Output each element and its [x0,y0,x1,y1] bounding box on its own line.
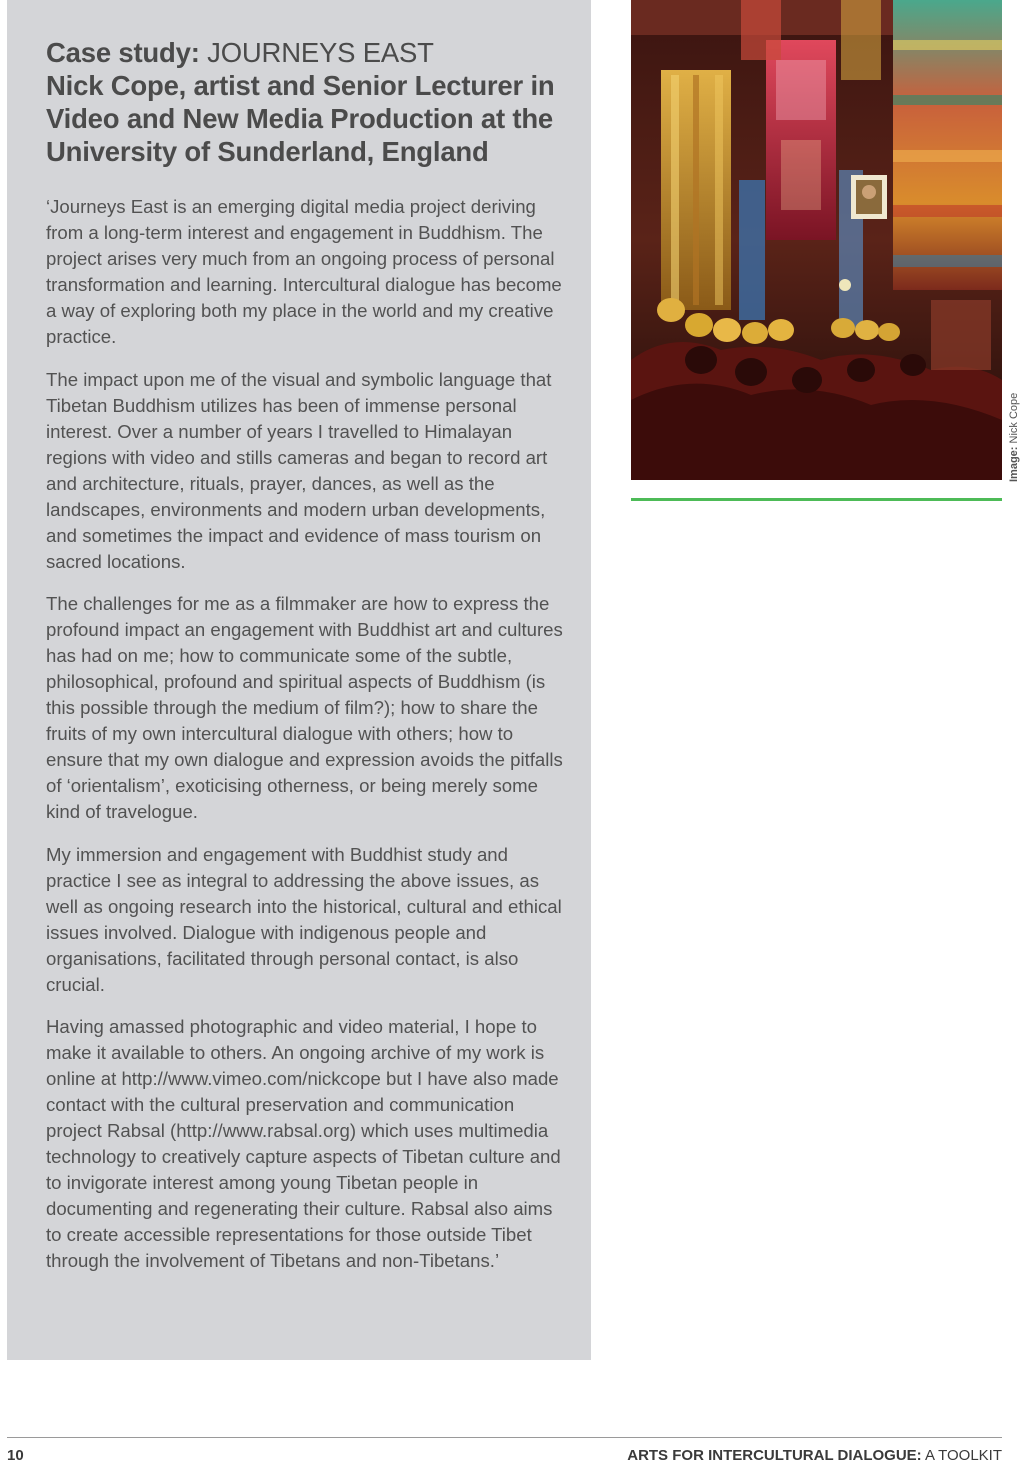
case-study-subtitle: Nick Cope, artist and Senior Lecturer in Video and New Media Production at the University of Sunderland, England [46,70,555,167]
image-credit [1008,393,1020,482]
case-study-heading [46,36,576,168]
paragraph: The impact upon me of the visual and symbolic language that Tibetan Buddhism utilizes has been of immense personal interest. Over a number of years I travelled to Himalayan regions with video and stills cameras and began to record art and architecture, rituals, prayer, dances, as well as the landscapes, environments and modern urban developments, and sometimes the impact and evidence of mass tourism on sacred locations. [46,368,552,572]
paragraph: My immersion and engagement with Buddhist study and practice I see as integral to addressing the above issues, as well as ongoing research into the historical, cultural and ethical issues involved. Dialogue with indigenous people and organisations, facilitated through personal contact, is also crucial. [46,843,562,995]
case-study-body [46,194,566,1291]
image-credit-name: Nick Cope [1008,392,1020,444]
publication-title [627,1447,1002,1464]
footer-divider [7,1437,1002,1438]
green-divider [631,498,1002,501]
paragraph: ‘Journeys East is an emerging digital media project deriving from a long-term interest and engagement in Buddhism. The project arises very much from an ongoing process of personal transformation and learning. Intercultural dialogue has become a way of exploring both my place in the world and my creative practice. [46,196,562,347]
publication-title-strong: ARTS FOR INTERCULTURAL DIALOGUE: [627,1447,922,1464]
publication-title-rest: A TOOLKIT [925,1447,1002,1464]
paragraph: Having amassed photographic and video material, I hope to make it available to others. An ongoing archive of my work is online at http://www.vimeo.com/nickcope but I have also made contact with the cultural preservation and communication project Rabsal (http://www.rabsal.org) which uses multimedia technology to creatively capture aspects of Tibetan culture and to invigorate interest among young Tibetan people in documenting and regenerating their culture. Rabsal also aims to create accessible representations for those outside Tibet through the involvement of Tibetans and non-Tibetans.’ [46,1016,561,1271]
paragraph: The challenges for me as a filmmaker are how to express the profound impact an engagement with Buddhist art and cultures has had on me; how to communicate some of the subtle, philosophical, profound and spiritual aspects of Buddhism (is this possible through the medium of film?); how to share the fruits of my own intercultural dialogue with others; how to ensure that my own dialogue and expression avoids the pitfalls of ‘orientalism’, exoticising otherness, or being merely some kind of travelogue. [46,593,563,822]
page-number: 10 [7,1447,24,1464]
image-credit-label: Image: [1008,446,1020,482]
temple-photo [631,0,1002,480]
case-study-label: Case study: [46,37,200,68]
case-study-name: JOURNEYS EAST [207,37,434,68]
